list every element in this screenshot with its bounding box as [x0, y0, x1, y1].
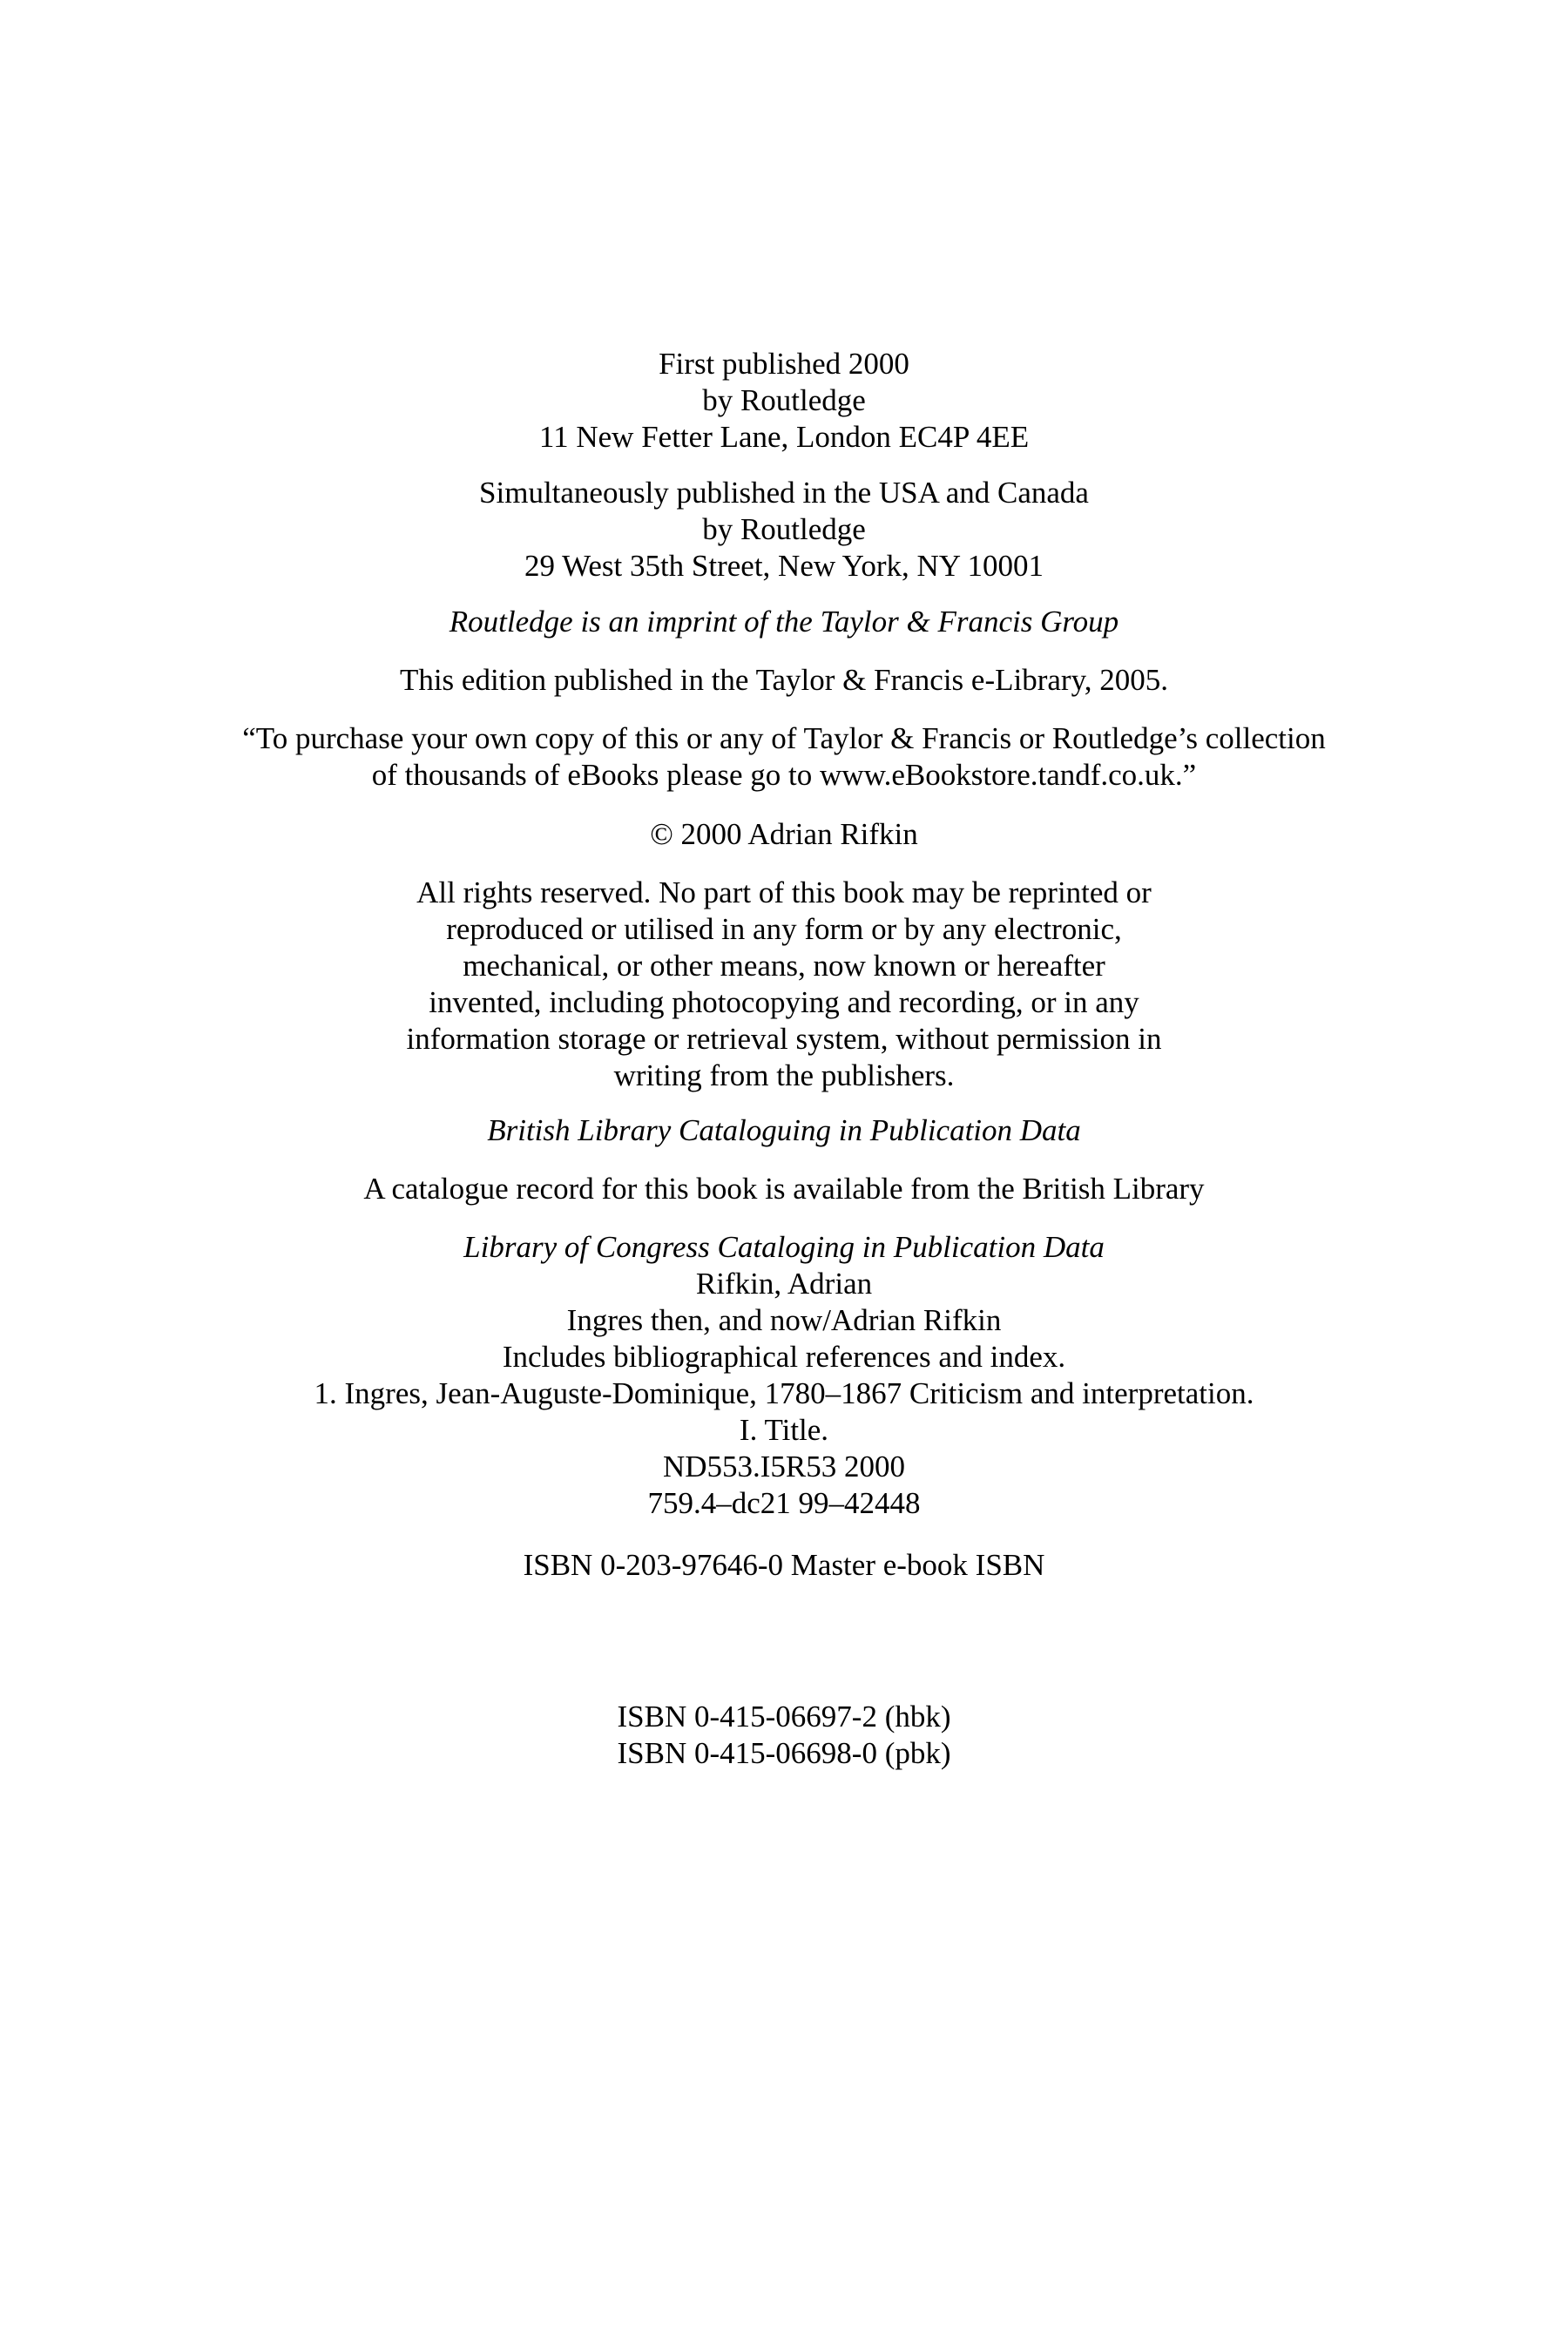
- rights-line: reproduced or utilised in any form or by any electronic,: [446, 912, 1122, 946]
- bl-record-line: A catalogue record for this book is available from the British Library: [363, 1172, 1205, 1206]
- purchase-notice: [0, 720, 1568, 794]
- copyright-line: © 2000 Adrian Rifkin: [650, 817, 918, 851]
- publisher-us-block: [0, 475, 1568, 585]
- british-library-heading: [0, 1112, 1568, 1149]
- publisher-address-line: 11 New Fetter Lane, London EC4P 4EE: [538, 420, 1030, 454]
- loc-line: 759.4–dc21 99–42448: [647, 1486, 921, 1520]
- us-publisher-name-line: by Routledge: [702, 512, 866, 546]
- purchase-line-1: “To purchase your own copy of this or any of Taylor & Francis or Routledge’s collection: [242, 721, 1326, 755]
- rights-line: invented, including photocopying and recording, or in any: [429, 985, 1139, 1019]
- rights-line: information storage or retrieval system, without permission in: [406, 1022, 1162, 1056]
- loc-line: 1. Ingres, Jean-Auguste-Dominique, 1780–1867 Criticism and interpretation.: [314, 1376, 1254, 1410]
- rights-line: All rights reserved. No part of this book may be reprinted or: [416, 875, 1152, 909]
- loc-line: I. Title.: [739, 1413, 829, 1447]
- edition-line: This edition published in the Taylor & Francis e-Library, 2005.: [399, 663, 1169, 697]
- library-of-congress-block: [0, 1229, 1568, 1522]
- loc-heading: Library of Congress Cataloging in Publication Data: [463, 1230, 1105, 1264]
- isbn-master-block: [0, 1547, 1568, 1584]
- simultaneous-publication-line: Simultaneously published in the USA and Canada: [479, 476, 1089, 510]
- isbn-master-line: ISBN 0-203-97646-0 Master e-book ISBN: [523, 1548, 1045, 1582]
- british-library-record: [0, 1171, 1568, 1207]
- imprint-line: Routledge is an imprint of the Taylor & Francis Group: [449, 605, 1119, 639]
- rights-line: writing from the publishers.: [613, 1058, 955, 1092]
- us-publisher-address-line: 29 West 35th Street, New York, NY 10001: [524, 549, 1044, 583]
- loc-line: Rifkin, Adrian: [695, 1267, 873, 1301]
- isbn-print-block: [0, 1699, 1568, 1772]
- rights-reserved-paragraph: [0, 875, 1568, 1094]
- imprint-statement: [0, 604, 1568, 640]
- isbn-pbk-line: ISBN 0-415-06698-0 (pbk): [617, 1736, 951, 1770]
- isbn-hbk-line: ISBN 0-415-06697-2 (hbk): [617, 1700, 951, 1734]
- rights-line: mechanical, or other means, now known or hereafter: [463, 949, 1105, 983]
- loc-line: Ingres then, and now/Adrian Rifkin: [566, 1303, 1002, 1337]
- first-published-line: First published 2000: [659, 347, 909, 381]
- bl-heading-line: British Library Cataloguing in Publication Data: [487, 1113, 1081, 1147]
- publisher-name-line: by Routledge: [702, 383, 866, 417]
- publisher-uk-block: [0, 346, 1568, 456]
- loc-line: Includes bibliographical references and index.: [502, 1340, 1066, 1374]
- edition-statement: [0, 662, 1568, 699]
- purchase-line-2: of thousands of eBooks please go to www.eBookstore.tandf.co.uk.”: [371, 758, 1197, 792]
- copyright-notice: [0, 816, 1568, 853]
- loc-line: ND553.I5R53 2000: [662, 1450, 906, 1484]
